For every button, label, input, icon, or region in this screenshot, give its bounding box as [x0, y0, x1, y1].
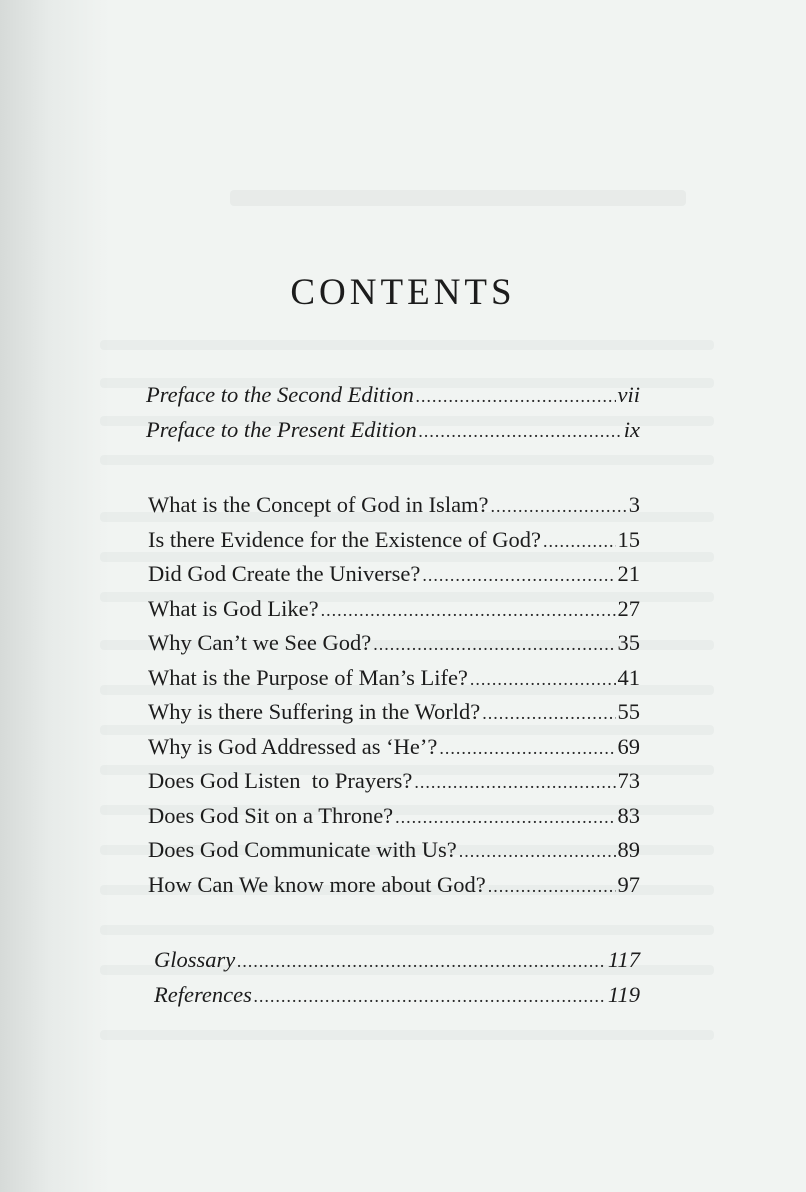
preface-list	[146, 382, 640, 451]
toc-entry-title: Why Can’t we See God?	[148, 630, 372, 655]
toc-entry[interactable]	[146, 699, 640, 734]
toc-entry-page: 117	[607, 947, 640, 972]
toc-entry-page: 15	[617, 526, 640, 552]
dot-leader	[321, 600, 616, 621]
toc-entry[interactable]	[146, 803, 640, 838]
toc-entry[interactable]	[146, 492, 640, 527]
toc-entry[interactable]	[146, 734, 640, 769]
toc-entry-title: Why is God Addressed as ‘He’?	[148, 733, 438, 759]
toc-entry-title: Is there Evidence for the Existence of God?	[148, 526, 541, 552]
toc-entry[interactable]	[146, 947, 640, 982]
toc-entry[interactable]	[146, 665, 640, 700]
toc-entry[interactable]	[146, 630, 640, 665]
toc-entry-page: vii	[617, 382, 640, 407]
toc-entry-page: 3	[628, 492, 640, 517]
dot-leader	[419, 421, 622, 442]
toc-entry-title: Does God Listen to Prayers?	[148, 768, 413, 793]
toc-entry[interactable]	[146, 382, 640, 417]
toc-entry[interactable]	[146, 417, 640, 452]
toc-entry-page: 83	[617, 802, 640, 828]
dot-leader	[422, 565, 615, 586]
toc-entry-page: 97	[617, 871, 640, 897]
dot-leader	[459, 841, 616, 862]
table-of-contents	[146, 382, 640, 1016]
page-title: CONTENTS	[290, 272, 516, 313]
toc-entry-title: Preface to the Present Edition	[146, 416, 417, 442]
toc-entry-title: What is the Concept of God in Islam?	[148, 492, 489, 517]
toc-entry-title: Does God Communicate with Us?	[148, 837, 457, 862]
toc-entry-page: 21	[617, 561, 640, 586]
toc-entry[interactable]	[146, 596, 640, 631]
dot-leader	[491, 496, 627, 517]
backmatter-list	[146, 947, 640, 1016]
toc-entry-page: 35	[617, 630, 640, 655]
toc-entry-title: Why is there Suffering in the World?	[148, 699, 481, 724]
dot-leader	[395, 807, 615, 828]
dot-leader	[416, 386, 616, 407]
chapter-list	[146, 492, 640, 906]
toc-entry-page: 89	[617, 837, 640, 862]
bleed-through-heading	[230, 190, 686, 206]
toc-entry[interactable]	[146, 837, 640, 872]
toc-entry-title: References	[154, 981, 252, 1007]
toc-entry-page: 69	[617, 733, 640, 759]
bleed-through-line	[100, 1030, 714, 1040]
dot-leader	[543, 531, 616, 552]
dot-leader	[373, 634, 615, 655]
dot-leader	[414, 772, 615, 793]
toc-entry-page: 27	[617, 595, 640, 621]
toc-entry-page: ix	[623, 416, 640, 442]
toc-entry-page: 55	[617, 699, 640, 724]
toc-entry-page: 119	[607, 981, 640, 1007]
dot-leader	[254, 986, 606, 1007]
toc-entry[interactable]	[146, 527, 640, 562]
toc-entry-title: How Can We know more about God?	[148, 871, 486, 897]
toc-entry-page: 41	[617, 664, 640, 690]
page-gutter-shadow	[0, 0, 110, 1192]
bleed-through-line	[100, 340, 714, 350]
toc-entry-title: Did God Create the Universe?	[148, 561, 421, 586]
toc-entry[interactable]	[146, 982, 640, 1017]
toc-entry-title: What is God Like?	[148, 595, 319, 621]
toc-entry[interactable]	[146, 768, 640, 803]
toc-entry-page: 73	[617, 768, 640, 793]
dot-leader	[237, 951, 606, 972]
toc-entry-title: Glossary	[154, 947, 236, 972]
dot-leader	[439, 738, 615, 759]
dot-leader	[470, 669, 616, 690]
dot-leader	[488, 876, 616, 897]
toc-entry[interactable]	[146, 872, 640, 907]
toc-entry[interactable]	[146, 561, 640, 596]
toc-entry-title: Does God Sit on a Throne?	[148, 802, 394, 828]
toc-entry-title: Preface to the Second Edition	[146, 382, 414, 407]
toc-entry-title: What is the Purpose of Man’s Life?	[148, 664, 468, 690]
dot-leader	[482, 703, 615, 724]
